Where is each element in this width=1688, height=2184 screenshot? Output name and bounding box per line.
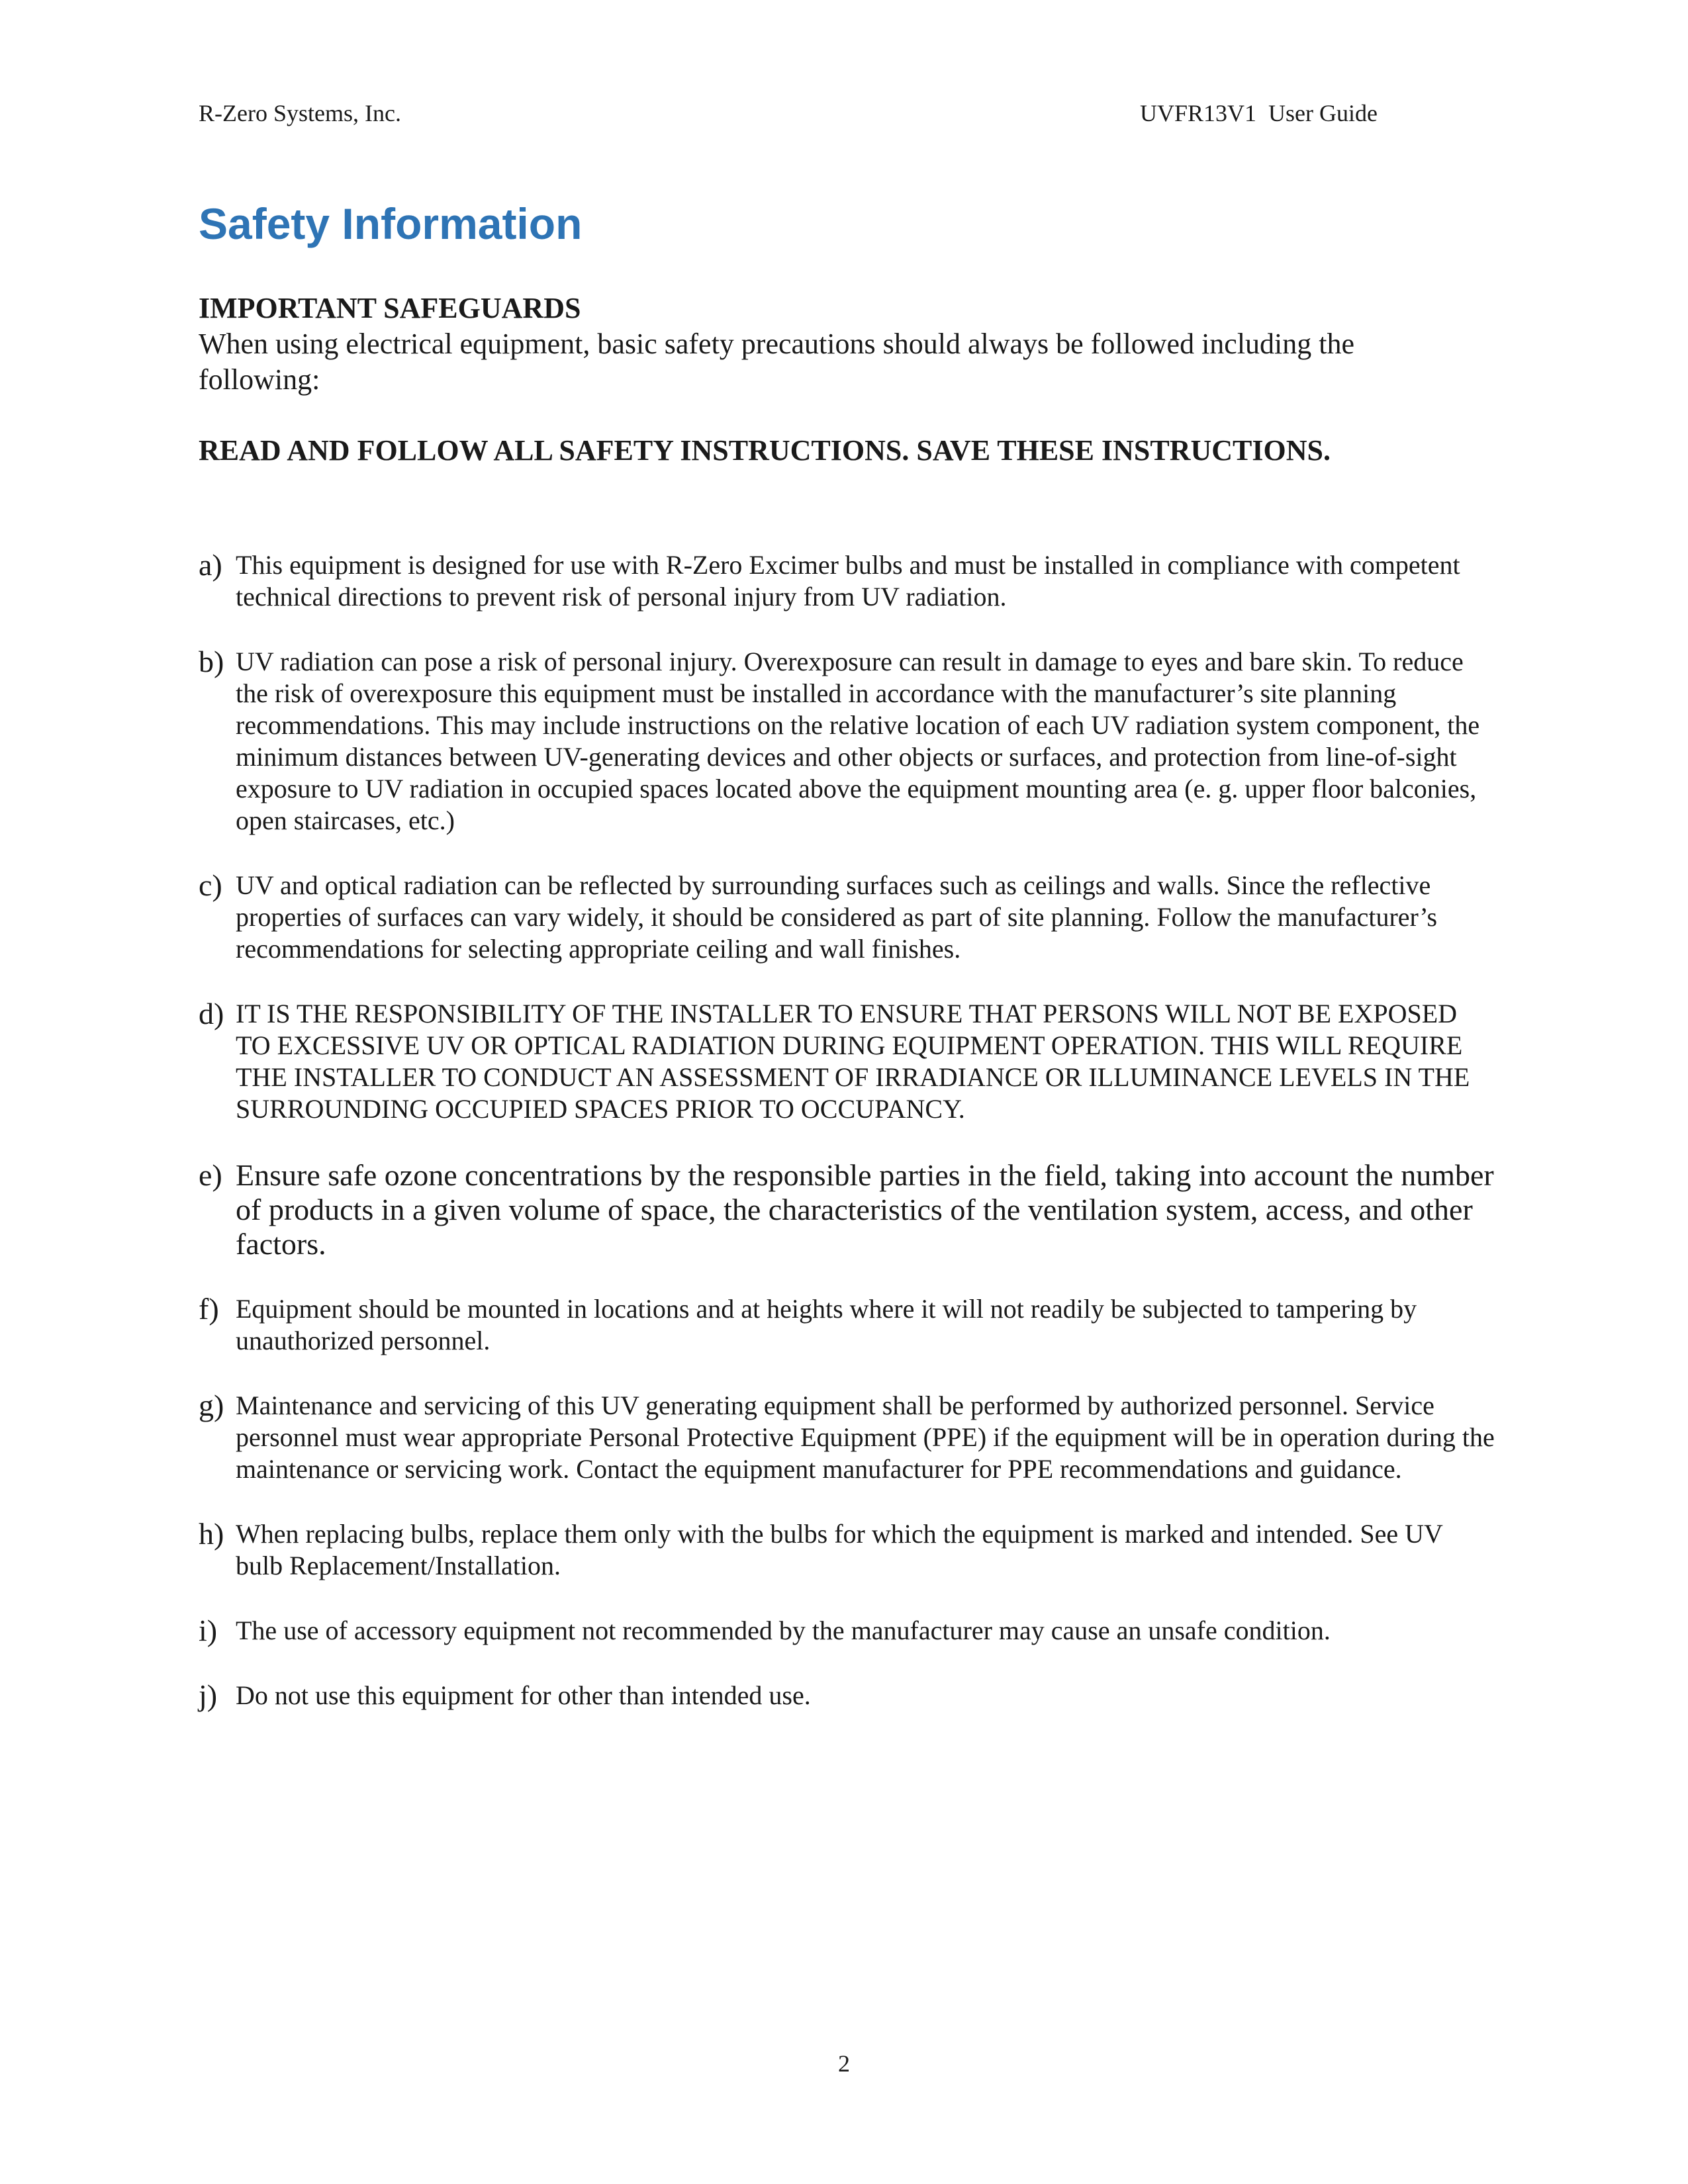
- item-marker: i): [199, 1614, 218, 1647]
- item-text: UV and optical radiation can be reflected by surrounding surfaces such as ceilings and walls. Since the reflective properties of surfaces can vary widely, it should be considered as part of site planning. Follow the manufacturer’s recommendations for selecting appropriate ceiling and wall finishes.: [236, 870, 1438, 964]
- item-marker: e): [199, 1158, 222, 1192]
- safety-item-a: [199, 549, 1496, 613]
- safety-item-d: [199, 998, 1496, 1125]
- item-text: The use of accessory equipment not recommended by the manufacturer may cause an unsafe condition.: [236, 1615, 1331, 1645]
- safety-item-c: [199, 870, 1496, 965]
- page-number: 2: [838, 2050, 850, 2077]
- item-marker: d): [199, 997, 224, 1030]
- safety-item-j: [199, 1680, 1496, 1711]
- header-company: R-Zero Systems, Inc.: [199, 100, 401, 126]
- item-text: Equipment should be mounted in locations and at heights where it will not readily be subjected to tampering by unauthorized personnel.: [236, 1294, 1417, 1355]
- item-marker: h): [199, 1517, 224, 1551]
- safety-item-f: [199, 1293, 1496, 1357]
- item-text: IT IS THE RESPONSIBILITY OF THE INSTALLER TO ENSURE THAT PERSONS WILL NOT BE EXPOSED TO EXCESSIVE UV OR OPTICAL RADIATION DURING EQUIPMENT OPERATION. THIS WILL REQUIRE THE INSTALLER TO CONDUCT AN ASSESSMENT OF IRRADIANCE OR ILLUMINANCE LEVELS IN THE SURROUNDING OCCUPIED SPACES PRIOR TO OCCUPANCY.: [236, 999, 1470, 1124]
- running-header: [199, 99, 1390, 132]
- item-text: Do not use this equipment for other than intended use.: [236, 1680, 811, 1710]
- header-document-title: UVFR13V1 User Guide: [1140, 100, 1378, 126]
- intro-paragraph: When using electrical equipment, basic safety precautions should always be followed including the following:: [199, 328, 1355, 396]
- safety-item-h: [199, 1518, 1496, 1582]
- item-text: UV radiation can pose a risk of personal injury. Overexposure can result in damage to eyes and bare skin. To reduce the risk of overexposure this equipment must be installed in accordance with the manufacturer’s site planning recommendations. This may include instructions on the relative location of each UV radiation system component, the minimum distances between UV-generating devices and other objects or surfaces, and protection from line-of-sight exposure to UV radiation in occupied spaces located above the equipment mounting area (e. g. upper floor balconies, open staircases, etc.): [236, 647, 1480, 835]
- item-marker: g): [199, 1388, 224, 1422]
- item-marker: a): [199, 548, 222, 582]
- item-text: Ensure safe ozone concentrations by the responsible parties in the field, taking into account the number of products in a given volume of space, the characteristics of the ventilation system, access, and other factors.: [236, 1158, 1494, 1261]
- page-title: Safety Information: [199, 199, 583, 248]
- safety-list: [199, 549, 1496, 1745]
- read-follow-notice: READ AND FOLLOW ALL SAFETY INSTRUCTIONS. SAVE THESE INSTRUCTIONS.: [199, 434, 1331, 467]
- safety-item-b: [199, 646, 1496, 837]
- safeguards-heading: IMPORTANT SAFEGUARDS: [199, 292, 581, 324]
- safety-item-g: [199, 1390, 1496, 1485]
- item-text: When replacing bulbs, replace them only with the bulbs for which the equipment is marked and intended. See UV bulb Replacement/Installation.: [236, 1519, 1443, 1580]
- item-marker: c): [199, 868, 222, 902]
- item-marker: f): [199, 1292, 219, 1326]
- item-text: Maintenance and servicing of this UV generating equipment shall be performed by authorized personnel. Service personnel must wear appropriate Personal Protective Equipment (PPE) if the equipment will be in operation during the maintenance or servicing work. Contact the equipment manufacturer for PPE recommendations and guidance.: [236, 1390, 1495, 1484]
- safety-item-i: [199, 1615, 1496, 1647]
- item-text: This equipment is designed for use with R-Zero Excimer bulbs and must be installed in compliance with competent technical directions to prevent risk of personal injury from UV radiation.: [236, 550, 1460, 612]
- item-marker: j): [199, 1678, 218, 1712]
- item-marker: b): [199, 645, 224, 678]
- safety-item-e: [199, 1158, 1496, 1261]
